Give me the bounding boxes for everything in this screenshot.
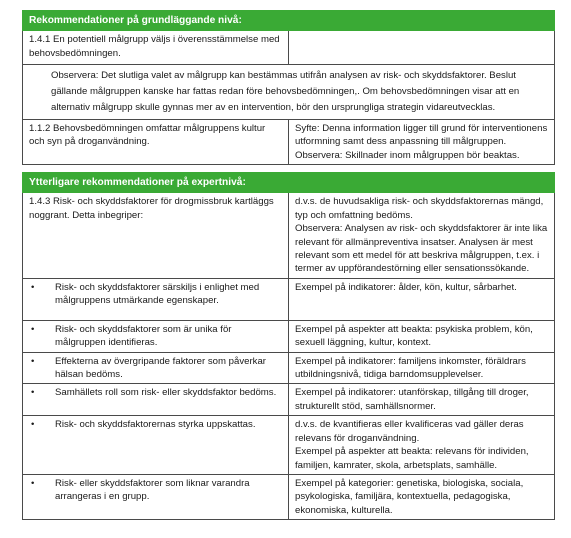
comment-cell: Exempel på kategorier: genetiska, biologiska, sociala, psykologiska, familjära, kontextuella, pedagogiska, ekonomiska, kulturella. [289,474,555,519]
bullet-icon: • [31,419,35,431]
comment-cell: Exempel på indikatorer: familjens inkomster, föräldrars utbildningsnivå, tidiga barndomsupplevelser. [289,352,555,384]
comment-cell: Exempel på indikatorer: ålder, kön, kultur, sårbarhet. [289,278,555,320]
expert-recommendations-section [22,172,555,520]
comment-cell [289,193,555,278]
comment-cell [289,119,555,164]
recommendation-cell: 1.4.3 Risk- och skyddsfaktorer för drogmissbruk kartläggs noggrant. Detta inbegriper: [23,193,289,278]
expert-recommendations-table [22,172,555,520]
table-row [23,278,555,320]
comment-text: Observera: Analysen av risk- och skyddsfaktorer är inte lika relevant för allmänpreventiva insatser. Analysen är mest relevant som ett medel för att beskriva målgruppen, t.ex. i termer av uppförandestörning eller sensationssökande. [295,223,548,275]
recommendation-cell [23,416,289,475]
table-row [23,65,555,119]
basic-recommendations-table [22,10,555,165]
bullet-text: Samhällets roll som risk- eller skyddsfaktor bedöms. [55,387,277,399]
bullet-text: Risk- och skyddsfaktorernas styrka uppskattas. [55,419,256,431]
recommendation-cell [23,474,289,519]
recommendation-cell [23,320,289,352]
section-header: Ytterligare rekommendationer på expertnivå: [23,173,555,193]
bullet-icon: • [31,477,35,489]
comment-text: Exempel på aspekter att beakta: relevans för individen, familjen, kamrater, skola, arbetsplats, samhälle. [295,446,529,471]
comment-text: Syfte: Denna information ligger till grund för interventionens utformning samt dess anpassning till målgruppen. [295,122,548,148]
bullet-icon: • [31,387,35,399]
bullet-text: Risk- eller skyddsfaktorer som liknar varandra arrangeras i en grupp. [55,477,250,503]
table-row [23,193,555,278]
bullet-icon: • [31,323,35,335]
recommendation-cell [23,278,289,320]
comment-cell [289,416,555,475]
table-row [23,119,555,164]
section-header: Rekommendationer på grundläggande nivå: [23,11,555,31]
table-row [23,474,555,519]
bullet-text: Risk- och skyddsfaktorer särskiljs i enlighet med målgruppens utmärkande egenskaper. [55,281,260,307]
comment-cell: Exempel på indikatorer: utanförskap, tillgång till droger, strukturellt stöd, samhällsnormer. [289,384,555,416]
table-row [23,31,555,65]
comment-text: Observera: Skillnader inom målgruppen bör beaktas. [295,149,520,161]
comment-cell [289,31,555,65]
table-row [23,320,555,352]
bullet-icon: • [31,355,35,367]
recommendation-cell: 1.4.1 En potentiell målgrupp väljs i överensstämmelse med behovsbedömningen. [23,31,289,65]
bullet-icon: • [31,281,35,293]
comment-cell: Exempel på aspekter att beakta: psykiska problem, kön, sexuell läggning, kultur, kontext. [289,320,555,352]
bullet-text: Effekterna av övergripande faktorer som påverkar hälsan bedöms. [55,355,266,381]
recommendation-cell [23,384,289,416]
table-row [23,352,555,384]
basic-recommendations-section [22,10,555,165]
table-row [23,384,555,416]
comment-text: d.v.s. de kvantifieras eller kvalificeras vad gäller deras relevans för droganvändning. [295,419,524,444]
recommendation-cell: 1.1.2 Behovsbedömningen omfattar målgruppens kultur och syn på droganvändning. [23,119,289,164]
bullet-text: Risk- och skyddsfaktorer som är unika för målgruppen identifieras. [55,323,232,349]
comment-text: d.v.s. de huvudsakliga risk- och skyddsfaktorernas mängd, typ och omfattning bedöms. [295,196,544,221]
table-row [23,416,555,475]
note-cell: Observera: Det slutliga valet av målgrupp kan bestämmas utifrån analysen av risk- och skyddsfaktorer. Beslut gällande målgruppen kanske har fattas redan före behovsbedömningen,. Om behovsbedömningen visar att en alternativ målgrupp skulle gynnas mer av en intervention, bör den ursprungliga strategin vidareutvecklas. [23,65,555,119]
recommendation-cell [23,352,289,384]
